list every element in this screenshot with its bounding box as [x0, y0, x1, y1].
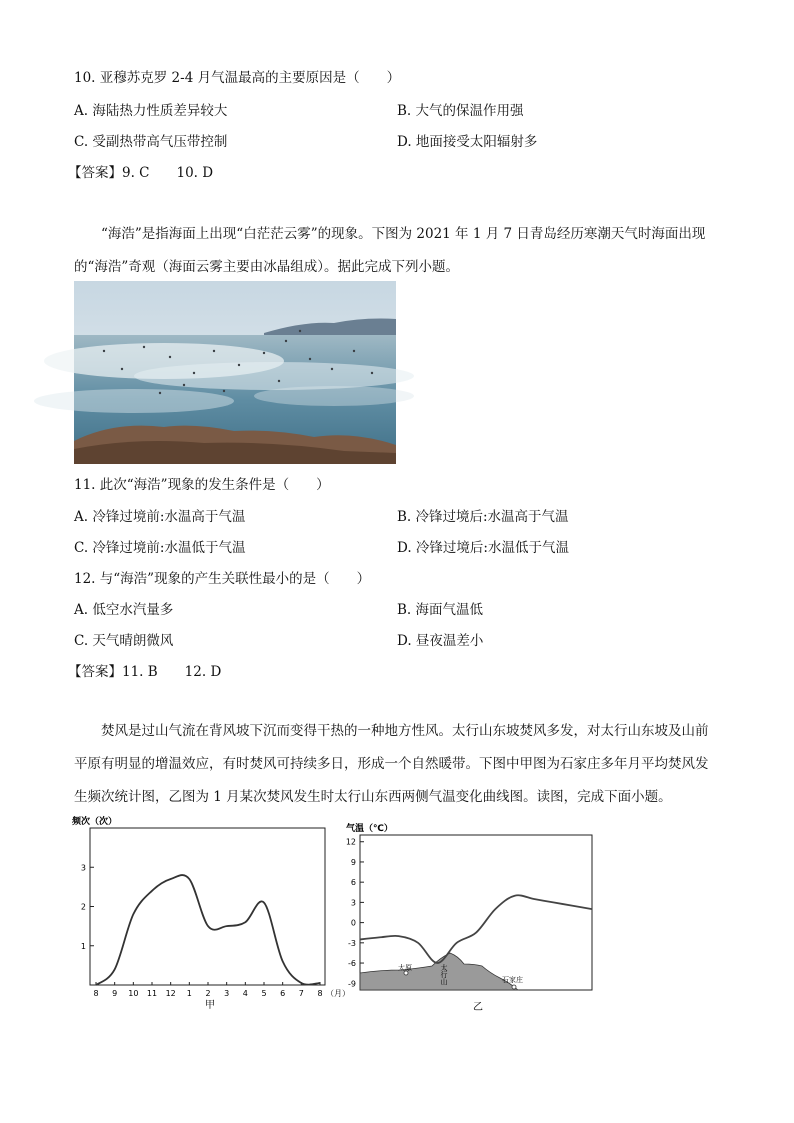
jia-ytick-label: 1 — [80, 941, 86, 951]
yi-ytick-label: 9 — [350, 857, 356, 867]
q11-stem: 11. 此次“海浩”现象的发生条件是（ ） — [74, 477, 330, 493]
answer-11-12: 【答案】11. B 12. D — [68, 664, 222, 680]
chart-yi-line — [360, 895, 592, 963]
chart-yi — [340, 818, 600, 1018]
yi-ytick-label: 12 — [345, 837, 356, 847]
jia-xtick-label: 7 — [298, 989, 304, 998]
jia-xtick-label: 9 — [112, 989, 118, 998]
jia-ytick-label: 2 — [80, 902, 86, 912]
q10-option-c[interactable]: C. 受副热带高气压带控制 — [74, 134, 228, 150]
q10-option-a[interactable]: A. 海陆热力性质差异较大 — [74, 103, 228, 119]
jia-xtick-label: 10 — [128, 989, 139, 998]
chart-jia-ylabel: 频次（次） — [72, 817, 118, 827]
answer-9-10: 【答案】9. C 10. D — [68, 165, 214, 181]
jia-xtick-label: 3 — [224, 989, 230, 998]
q10-stem: 10. 亚穆苏克罗 2-4 月气温最高的主要原因是（ ） — [74, 70, 401, 86]
jia-xtick-label: 8 — [317, 989, 323, 998]
chart-jia-frame — [90, 828, 325, 985]
chart-yi-title: 乙 — [473, 1002, 483, 1013]
q11-option-c[interactable]: C. 冷锋过境前:水温低于气温 — [74, 540, 246, 556]
yi-ytick-label: -6 — [348, 959, 356, 969]
q12-option-c[interactable]: C. 天气晴朗微风 — [74, 633, 174, 649]
terrain-label-shijiazhuang: 石家庄 — [502, 976, 523, 984]
q10-option-b[interactable]: B. 大气的保温作用强 — [397, 103, 524, 119]
q11-option-b[interactable]: B. 冷锋过境后:水温高于气温 — [397, 509, 569, 525]
yi-ytick-label: -3 — [348, 938, 356, 948]
q10-option-d[interactable]: D. 地面接受太阳辐射多 — [397, 134, 538, 150]
chart-yi-ylabel: 气温（℃） — [346, 824, 393, 834]
yi-ytick-label: 0 — [350, 918, 356, 928]
jia-xtick-label: 6 — [280, 989, 286, 998]
q12-option-a[interactable]: A. 低空水汽量多 — [74, 602, 174, 618]
q12-option-d[interactable]: D. 昼夜温差小 — [397, 633, 484, 649]
chart-jia-xlabel: （月） — [326, 989, 350, 998]
terrain-label-taihang: 太行山 — [440, 964, 448, 985]
yi-ytick-label: 3 — [350, 898, 356, 908]
jia-xtick-label: 5 — [261, 989, 267, 998]
jia-xtick-label: 8 — [93, 989, 99, 998]
yi-ytick-label: -9 — [348, 979, 356, 989]
passage-foehn: 焚风是过山气流在背风坡下沉而变得干热的一种地方性风。太行山东坡焚风多发，对太行山东坡及山前平原有明显的增温效应，有时焚风可持续多日，形成一个自然暖带。下图中甲图为石家庄多年月平均焚风发生频次统计图，乙图为 1 月某次焚风发生时太行山东西两侧气温变化曲线图。读图，完成下面小题。 — [74, 723, 709, 805]
jia-ytick-label: 3 — [80, 863, 86, 873]
jia-xtick-label: 11 — [146, 989, 158, 998]
jia-xtick-label: 2 — [205, 989, 211, 998]
chart-jia-title: 甲 — [205, 1000, 215, 1011]
sea-smoke-photo — [74, 281, 396, 464]
chart-jia-line — [96, 875, 320, 985]
jia-xtick-label: 12 — [165, 989, 176, 998]
terrain-profile — [360, 953, 518, 990]
passage-haihao: “海浩”是指海面上出现“白茫茫云雾”的现象。下图为 2021 年 1 月 7 日青岛经历寒潮天气时海面出现的“海浩”奇观（海面云雾主要由冰晶组成）。据此完成下列小题。 — [74, 226, 706, 275]
q12-option-b[interactable]: B. 海面气温低 — [397, 602, 484, 618]
q11-option-a[interactable]: A. 冷锋过境前:水温高于气温 — [74, 509, 246, 525]
jia-xtick-label: 1 — [186, 989, 192, 998]
q11-option-d[interactable]: D. 冷锋过境后:水温低于气温 — [397, 540, 569, 556]
shijiazhuang-marker — [512, 985, 516, 989]
terrain-label-taiyuan: 太原 — [398, 964, 412, 972]
yi-ytick-label: 6 — [350, 878, 356, 888]
q12-stem: 12. 与“海浩”现象的产生关联性最小的是（ ） — [74, 571, 371, 587]
jia-xtick-label: 4 — [242, 989, 248, 998]
chart-jia — [60, 812, 350, 1017]
